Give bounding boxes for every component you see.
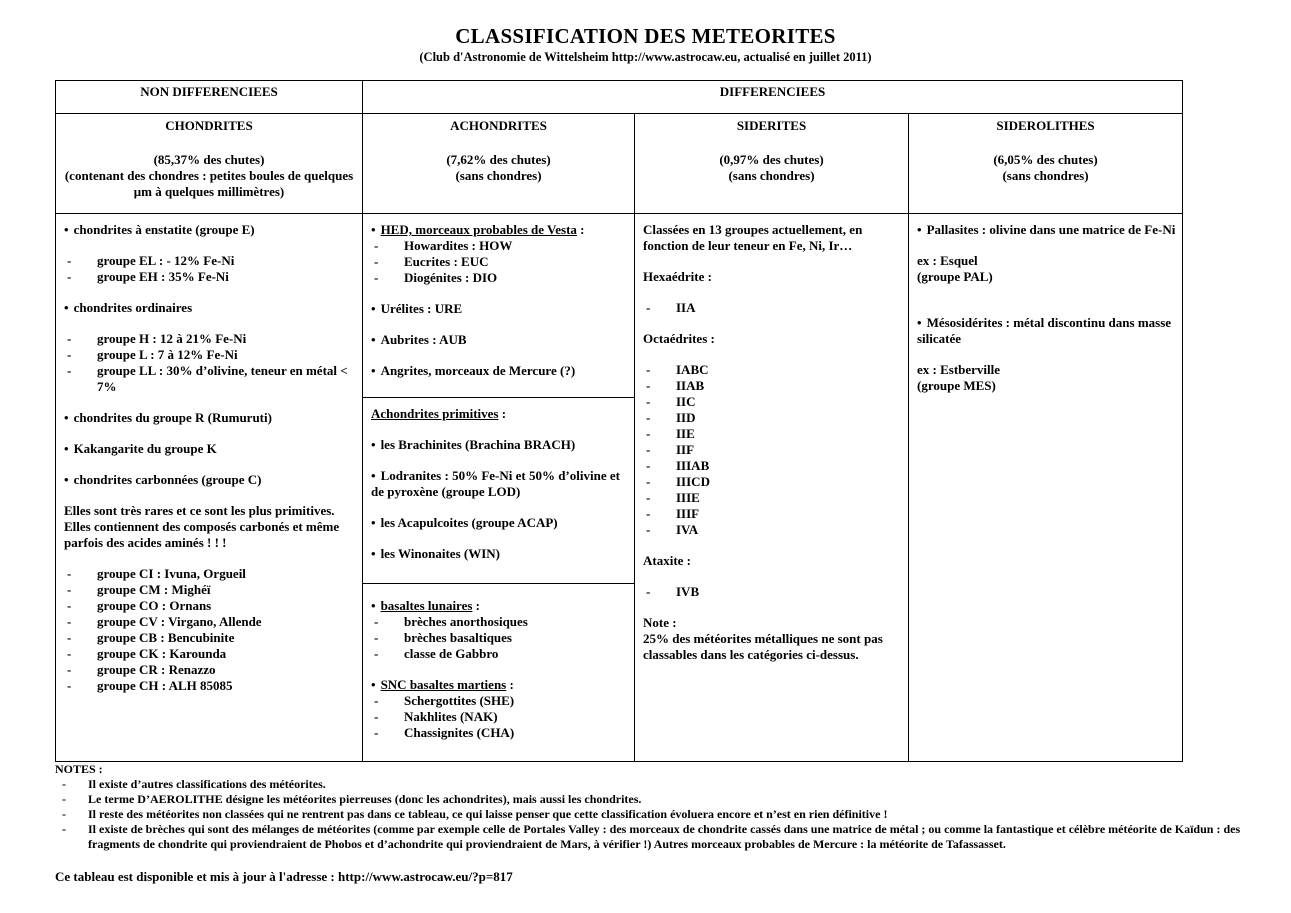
dash-list-item: [64, 566, 356, 582]
item-text: IIF: [676, 442, 695, 457]
dash-list-item: [371, 238, 628, 254]
bullet-marker: •: [917, 222, 922, 237]
dash-list-item: [371, 709, 628, 725]
dash-marker: -: [646, 362, 651, 377]
item-text: Schergottites (SHE): [404, 693, 515, 708]
dash-marker: -: [62, 792, 66, 806]
bullet-list-item: • Angrites, morceaux de Mercure (?): [371, 363, 576, 378]
blank-line: [64, 316, 356, 331]
bullet-list-item: • chondrites ordinaires: [64, 300, 193, 315]
dash-marker: -: [646, 506, 651, 521]
item-text: brèches anorthosiques: [404, 614, 528, 629]
blank-line: [917, 300, 1176, 315]
column-title: CHONDRITES: [165, 118, 253, 133]
paragraph-line: ex : Esquel: [917, 253, 978, 268]
dash-marker: -: [67, 678, 72, 693]
column-title: SIDEROLITHES: [996, 118, 1095, 133]
paragraph-line: Ataxite :: [643, 553, 692, 568]
blank-line: [917, 285, 1176, 300]
bullet-list-item: • chondrites du groupe R (Rumuruti): [64, 410, 272, 425]
dash-list-item: [64, 253, 356, 269]
bullet-marker: •: [371, 301, 376, 316]
dash-list-item: [371, 614, 628, 630]
blank-line: [64, 551, 356, 566]
document-title: CLASSIFICATION DES METEORITES: [455, 24, 836, 48]
column-pct: (7,62% des chutes): [446, 152, 551, 167]
dash-marker: -: [62, 807, 66, 821]
group-header-row: [56, 81, 1183, 114]
item-text: IIE: [676, 426, 695, 441]
cell-section: [363, 398, 634, 584]
dash-marker: -: [646, 474, 651, 489]
blank-line: [371, 348, 628, 363]
document-subtitle: (Club d'Astronomie de Wittelsheim http://www.astrocaw.eu, actualisé en juillet 2011): [419, 50, 872, 64]
dash-marker: -: [67, 269, 72, 284]
paragraph-line: Classées en 13 groupes actuellement, en fonction de leur teneur en Fe, Ni, Ir…: [643, 222, 863, 253]
blank-line: [371, 286, 628, 301]
dash-marker: -: [374, 725, 379, 740]
blank-line: [371, 531, 628, 546]
dash-list-item: [64, 678, 356, 694]
bullet-list-item: • Pallasites : olivine dans une matrice de Fe-Ni: [917, 222, 1176, 237]
dash-list-item: [371, 725, 628, 741]
dash-marker: -: [646, 458, 651, 473]
item-text: IIIF: [676, 506, 700, 521]
item-text: IID: [676, 410, 696, 425]
column-header-chondrites: [56, 114, 363, 214]
dash-list-item: [64, 331, 356, 347]
dash-list-item: [371, 693, 628, 709]
blank-line: [643, 254, 902, 269]
classification-table: [55, 80, 1183, 762]
blank-line: [917, 347, 1176, 362]
bullet-list-item: • Aubrites : AUB: [371, 332, 467, 347]
blank-line: [64, 238, 356, 253]
blank-line: [371, 317, 628, 332]
dash-list-item: [643, 474, 902, 490]
bullet-marker: •: [64, 222, 69, 237]
note-text: Il reste des météorites non classées qui ne rentrent pas dans ce tableau, ce qui laisse penser que cette classification évoluera encore et n’est en rien définitive !: [88, 807, 888, 821]
dash-list-item: [64, 347, 356, 363]
blank-line: [917, 238, 1176, 253]
item-text: classe de Gabbro: [404, 646, 499, 661]
dash-list-item: [64, 646, 356, 662]
dash-marker: -: [646, 442, 651, 457]
underlined-heading-text: SNC basaltes martiens: [380, 677, 507, 692]
item-text: IVB: [676, 584, 700, 599]
paragraph-line: (groupe PAL): [917, 269, 993, 284]
column-pct: (85,37% des chutes): [153, 152, 265, 167]
footer-availability-line: Ce tableau est disponible et mis à jour à l'adresse : http://www.astrocaw.eu/?p=817: [55, 869, 513, 884]
bullet-list-item: • chondrites à enstatite (groupe E): [64, 222, 255, 237]
bullet-list-item: • les Winonaites (WIN): [371, 546, 500, 561]
blank-line: [64, 395, 356, 410]
blank-line: [64, 457, 356, 472]
dash-list-item: [64, 662, 356, 678]
notes-list: [55, 777, 1285, 852]
dash-list-item: [643, 378, 902, 394]
bullet-list-item: • SNC basaltes martiens :: [371, 677, 514, 692]
dash-marker: -: [62, 822, 66, 836]
bullet-marker: •: [64, 410, 69, 425]
dash-list-item: [643, 458, 902, 474]
column-pct: (6,05% des chutes): [993, 152, 1098, 167]
column-title: SIDERITES: [736, 118, 807, 133]
paragraph-line: Achondrites primitives :: [371, 406, 507, 421]
dash-list-item: [64, 363, 356, 395]
bullet-marker: •: [371, 546, 376, 561]
dash-marker: -: [67, 566, 72, 581]
bullet-list-item: • HED, morceaux probables de Vesta :: [371, 222, 585, 237]
underlined-heading-text: Achondrites primitives: [371, 406, 499, 421]
blank-line: [643, 538, 902, 553]
siderolithes-cell: [909, 214, 1183, 762]
dash-marker: -: [374, 646, 379, 661]
dash-list-item: [643, 300, 902, 316]
item-text: Nakhlites (NAK): [404, 709, 498, 724]
cell-section: [363, 584, 634, 741]
item-text: groupe CM : Mighéï: [97, 582, 211, 597]
dash-list-item: [643, 426, 902, 442]
bullet-list-item: • Urélites : URE: [371, 301, 463, 316]
bullet-list-item: • les Brachinites (Brachina BRACH): [371, 437, 576, 452]
siderites-cell: [635, 214, 909, 762]
dash-list-item: [643, 394, 902, 410]
item-text: IIICD: [676, 474, 710, 489]
cell-section: [909, 214, 1182, 394]
paragraph-line: (groupe MES): [917, 378, 996, 393]
item-text: groupe LL : 30% d’olivine, teneur en métal < 7%: [97, 363, 348, 394]
item-text: groupe CB : Bencubinite: [97, 630, 235, 645]
item-text: Howardites : HOW: [404, 238, 513, 253]
underlined-heading-text: basaltes lunaires: [380, 598, 473, 613]
bullet-marker: •: [371, 363, 376, 378]
achondrites-cell: [363, 214, 635, 762]
cell-section: [363, 214, 634, 398]
column-note: (contenant des chondres : petites boules de quelques μm à quelques millimètres): [64, 168, 354, 199]
dash-list-item: [643, 442, 902, 458]
column-header-siderites: [635, 114, 909, 214]
bullet-list-item: • Mésosidérites : métal discontinu dans masse silicatée: [917, 315, 1172, 346]
bullet-marker: •: [371, 598, 376, 613]
table-body-row: [56, 214, 1183, 762]
dash-marker: -: [374, 254, 379, 269]
bullet-marker: •: [371, 332, 376, 347]
item-text: IABC: [676, 362, 709, 377]
bullet-marker: •: [371, 677, 376, 692]
note-item: [55, 792, 1285, 807]
dash-list-item: [64, 582, 356, 598]
bullet-list-item: • basaltes lunaires :: [371, 598, 481, 613]
cell-section: [635, 214, 908, 663]
dash-list-item: [371, 646, 628, 662]
paragraph-line: 25% des météorites métalliques ne sont pas classables dans les catégories ci-dessus.: [643, 631, 883, 662]
dash-marker: -: [646, 522, 651, 537]
bullet-list-item: • Kakangarite du groupe K: [64, 441, 217, 456]
dash-list-item: [643, 362, 902, 378]
notes-heading: NOTES :: [55, 762, 103, 776]
dash-marker: -: [374, 614, 379, 629]
paragraph-line: Hexaédrite :: [643, 269, 712, 284]
item-text: Eucrites : EUC: [404, 254, 489, 269]
bullet-list-item: • Lodranites : 50% Fe-Ni et 50% d’olivine et de pyroxène (groupe LOD): [371, 468, 620, 499]
bullet-marker: •: [371, 222, 376, 237]
note-item: [55, 777, 1285, 792]
item-text: IIC: [676, 394, 696, 409]
dash-list-item: [64, 630, 356, 646]
item-text: groupe EL : - 12% Fe-Ni: [97, 253, 235, 268]
item-text: groupe EH : 35% Fe-Ni: [97, 269, 229, 284]
header-non-differenciees: NON DIFFERENCIEES: [56, 81, 363, 114]
dash-marker: -: [67, 630, 72, 645]
dash-marker: -: [67, 363, 72, 378]
dash-marker: -: [646, 426, 651, 441]
chondrites-cell: [56, 214, 363, 762]
dash-marker: -: [646, 378, 651, 393]
blank-line: [371, 422, 628, 437]
bullet-list-item: • chondrites carbonnées (groupe C): [64, 472, 262, 487]
cell-section: [56, 214, 362, 694]
dash-marker: -: [646, 300, 651, 315]
item-text: groupe CV : Virgano, Allende: [97, 614, 262, 629]
column-note: (sans chondres): [728, 168, 815, 183]
blank-line: [643, 600, 902, 615]
dash-marker: -: [67, 646, 72, 661]
item-text: groupe H : 12 à 21% Fe-Ni: [97, 331, 247, 346]
bullet-marker: •: [917, 315, 922, 330]
dash-list-item: [371, 270, 628, 286]
dash-marker: -: [374, 709, 379, 724]
note-item: [55, 807, 1285, 822]
note-text: Le terme D’AEROLITHE désigne les météorites pierreuses (donc les achondrites), mais aussi les chondrites.: [88, 792, 642, 806]
note-item: [55, 822, 1285, 852]
dash-marker: -: [646, 394, 651, 409]
item-text: IIIAB: [676, 458, 710, 473]
column-header-row: [56, 114, 1183, 214]
dash-list-item: [643, 410, 902, 426]
item-text: brèches basaltiques: [404, 630, 512, 645]
paragraph-line: Elles sont très rares et ce sont les plus primitives. Elles contiennent des composés carbonés et même parfois des acides aminés ! ! !: [64, 503, 340, 550]
item-text: groupe CR : Renazzo: [97, 662, 216, 677]
dash-marker: -: [374, 238, 379, 253]
note-text: Il existe de brèches qui sont des mélanges de météorites (comme par exemple celle de Portales Valley : des morceaux de chondrite cassés dans une matrice de métal ; ou comme la fantastique et célèbre météorite de Kaïdun : des fragments de chondrite qui proviendraient de Phobos et d’achondrite qui proviendraient de Mars, à vérifier !) Autres morceaux probables de Mercure : la météorite de Tafassasset.: [88, 822, 1241, 851]
dash-list-item: [64, 598, 356, 614]
item-text: groupe CO : Ornans: [97, 598, 212, 613]
dash-marker: -: [646, 490, 651, 505]
dash-marker: -: [62, 777, 66, 791]
bullet-list-item: • les Acapulcoites (groupe ACAP): [371, 515, 558, 530]
item-text: groupe L : 7 à 12% Fe-Ni: [97, 347, 238, 362]
bullet-marker: •: [64, 441, 69, 456]
column-note: (sans chondres): [455, 168, 542, 183]
paragraph-line: ex : Estberville: [917, 362, 1001, 377]
dash-marker: -: [67, 582, 72, 597]
item-text: IVA: [676, 522, 699, 537]
item-text: IIAB: [676, 378, 705, 393]
blank-line: [64, 285, 356, 300]
dash-list-item: [371, 630, 628, 646]
dash-marker: -: [67, 253, 72, 268]
blank-line: [371, 453, 628, 468]
dash-marker: -: [67, 347, 72, 362]
blank-line: [643, 347, 902, 362]
column-pct: (0,97% des chutes): [719, 152, 824, 167]
dash-marker: -: [374, 270, 379, 285]
dash-marker: -: [67, 614, 72, 629]
blank-line: [643, 316, 902, 331]
item-text: Chassignites (CHA): [404, 725, 515, 740]
dash-list-item: [64, 269, 356, 285]
bullet-marker: •: [371, 437, 376, 452]
dash-list-item: [643, 490, 902, 506]
blank-line: [64, 426, 356, 441]
dash-marker: -: [67, 331, 72, 346]
notes-section: [55, 762, 1285, 852]
dash-marker: -: [67, 662, 72, 677]
blank-line: [371, 662, 628, 677]
dash-marker: -: [646, 584, 651, 599]
column-header-siderolithes: [909, 114, 1183, 214]
dash-list-item: [643, 522, 902, 538]
dash-marker: -: [374, 630, 379, 645]
dash-list-item: [371, 254, 628, 270]
dash-list-item: [643, 506, 902, 522]
bullet-marker: •: [371, 468, 376, 483]
item-text: groupe CI : Ivuna, Orgueil: [97, 566, 246, 581]
paragraph-line: Octaédrites :: [643, 331, 715, 346]
bullet-marker: •: [64, 300, 69, 315]
dash-marker: -: [646, 410, 651, 425]
blank-line: [643, 569, 902, 584]
note-text: Il existe d’autres classifications des météorites.: [88, 777, 326, 791]
column-title: ACHONDRITES: [450, 118, 547, 133]
blank-line: [64, 488, 356, 503]
column-header-achondrites: [363, 114, 635, 214]
header-differenciees: DIFFERENCIEES: [363, 81, 1183, 114]
item-text: IIIE: [676, 490, 700, 505]
item-text: groupe CK : Karounda: [97, 646, 227, 661]
item-text: groupe CH : ALH 85085: [97, 678, 233, 693]
item-text: IIA: [676, 300, 696, 315]
paragraph-line: Note :: [643, 615, 677, 630]
dash-list-item: [643, 584, 902, 600]
dash-marker: -: [67, 598, 72, 613]
dash-list-item: [64, 614, 356, 630]
dash-marker: -: [374, 693, 379, 708]
underlined-heading-text: HED, morceaux probables de Vesta: [380, 222, 577, 237]
blank-line: [371, 500, 628, 515]
blank-line: [643, 285, 902, 300]
column-note: (sans chondres): [1002, 168, 1089, 183]
bullet-marker: •: [64, 472, 69, 487]
item-text: Diogénites : DIO: [404, 270, 498, 285]
bullet-marker: •: [371, 515, 376, 530]
